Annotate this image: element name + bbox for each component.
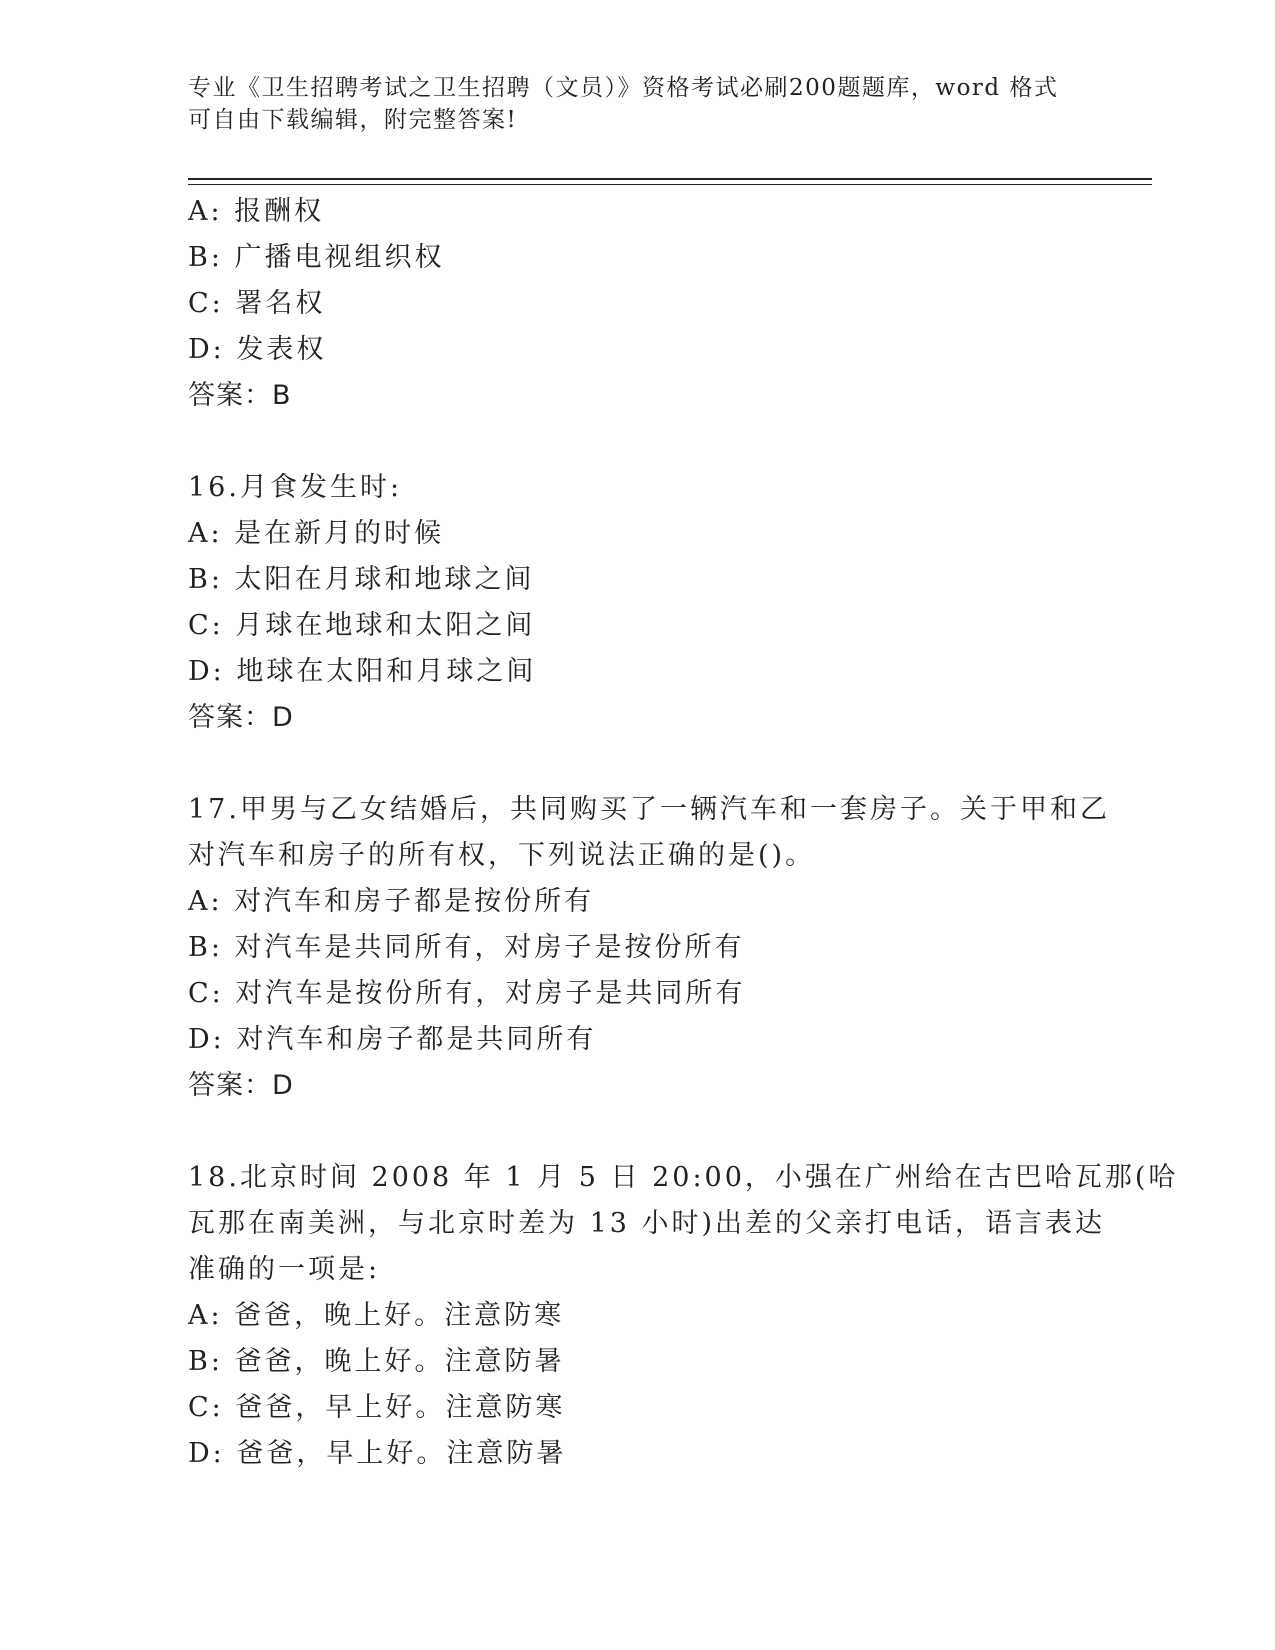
question-17 — [188, 787, 1110, 1109]
option-a: A: 是在新月的时候 — [188, 518, 445, 549]
option-c: C: 对汽车是按份所有，对房子是共同所有 — [188, 978, 746, 1009]
option-a: A: 对汽车和房子都是按份所有 — [188, 886, 595, 917]
answer-line: 答案：D — [188, 1070, 294, 1101]
question-stem-line-1: 17.甲男与乙女结婚后，共同购买了一辆汽车和一套房子。关于甲和乙 — [188, 794, 1110, 825]
question-stem: 16.月食发生时: — [188, 472, 403, 503]
option-c: C: 署名权 — [188, 288, 326, 319]
option-b: B: 太阳在月球和地球之间 — [188, 564, 535, 595]
spacer — [188, 419, 1088, 465]
header-divider-thin — [188, 184, 1152, 185]
option-b: B: 对汽车是共同所有，对房子是按份所有 — [188, 932, 745, 963]
option-d: D: 发表权 — [188, 334, 327, 365]
question-18 — [188, 1155, 1179, 1477]
answer-line: 答案：B — [188, 380, 292, 411]
question-stem-line-2: 对汽车和房子的所有权，下列说法正确的是()。 — [188, 840, 816, 871]
header-line-1: 专业《卫生招聘考试之卫生招聘（文员）》资格考试必刷200题题库，word 格式 — [188, 75, 1059, 101]
option-a: A: 爸爸，晚上好。注意防寒 — [188, 1300, 565, 1331]
document-header — [188, 72, 1068, 136]
question-stem-line-2: 瓦那在南美洲，与北京时差为 13 小时)出差的父亲打电话，语言表达 — [188, 1208, 1106, 1239]
option-c: C: 爸爸，早上好。注意防寒 — [188, 1392, 566, 1423]
answer-line: 答案：D — [188, 702, 294, 733]
spacer — [188, 1109, 1088, 1155]
question-15 — [188, 189, 1088, 419]
option-d: D: 对汽车和房子都是共同所有 — [188, 1024, 597, 1055]
option-c: C: 月球在地球和太阳之间 — [188, 610, 536, 641]
option-a: A: 报酬权 — [188, 196, 325, 227]
spacer — [188, 741, 1088, 787]
header-divider-thick — [188, 178, 1152, 180]
option-b: B: 爸爸，晚上好。注意防暑 — [188, 1346, 565, 1377]
header-line-2: 可自由下载编辑，附完整答案! — [188, 107, 518, 133]
question-16 — [188, 465, 1088, 741]
question-list — [188, 189, 1179, 1477]
question-stem-line-3: 准确的一项是: — [188, 1254, 381, 1285]
option-d: D: 地球在太阳和月球之间 — [188, 656, 537, 687]
option-b: B: 广播电视组织权 — [188, 242, 445, 273]
question-stem-line-1: 18.北京时间 2008 年 1 月 5 日 20:00，小强在广州给在古巴哈瓦那(哈 — [188, 1162, 1179, 1193]
option-d: D: 爸爸，早上好。注意防暑 — [188, 1438, 567, 1469]
